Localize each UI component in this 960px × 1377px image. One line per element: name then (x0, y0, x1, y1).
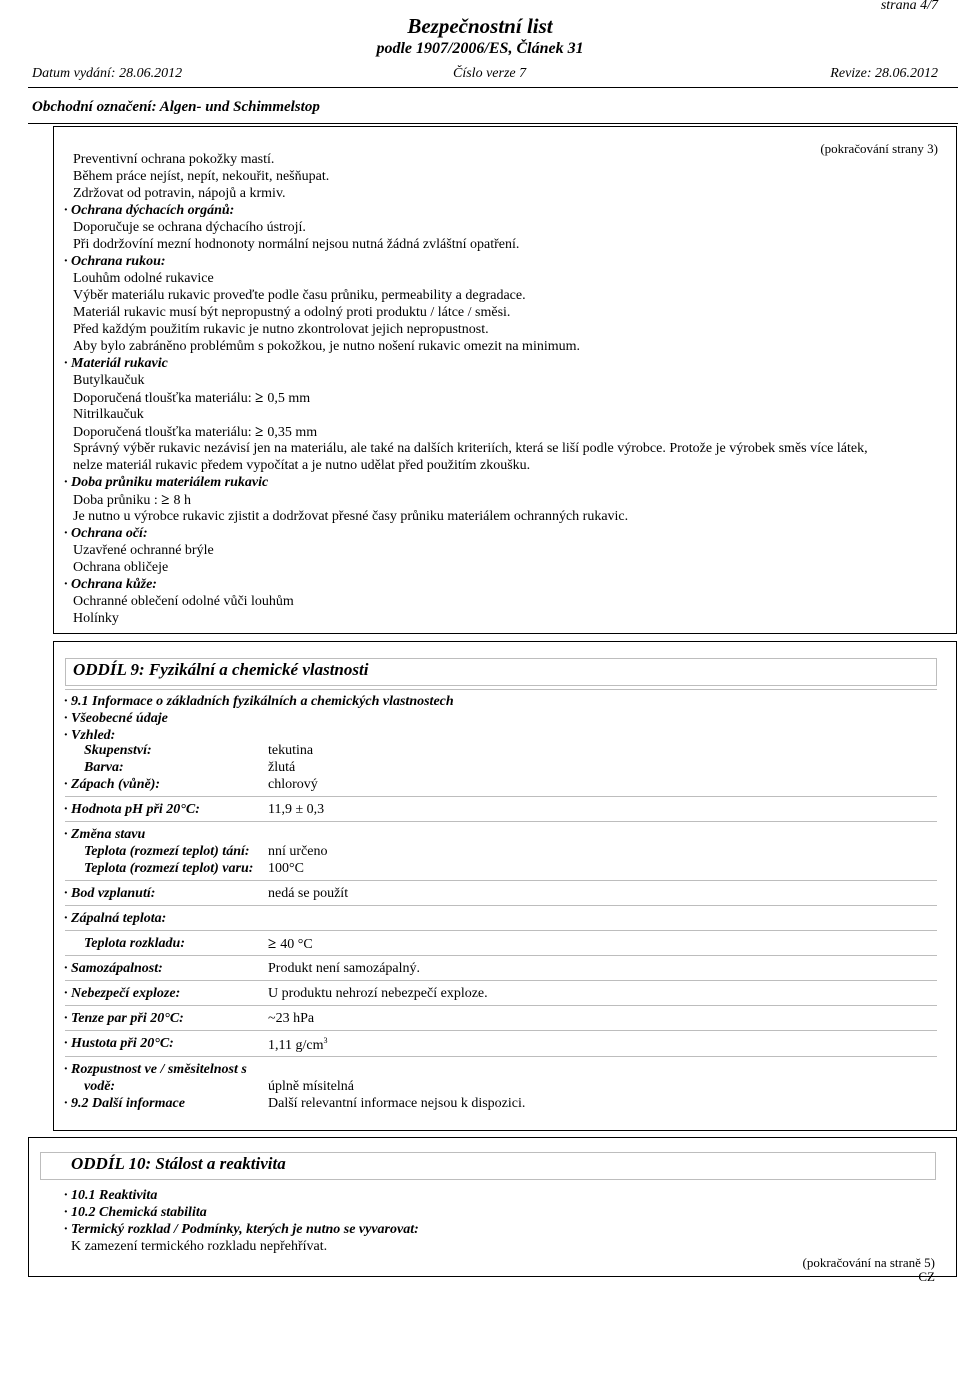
row-divider (65, 1030, 937, 1031)
text-line: Ochrana obličeje (73, 560, 169, 575)
section-9-title: ODDÍL 9: Fyzikální a chemické vlastnosti (73, 660, 369, 679)
page-number: strana 4/7 (880, 0, 938, 13)
text-line: Uzavřené ochranné brýle (73, 543, 214, 558)
solubility-value: úplně mísitelná (268, 1079, 354, 1094)
continued-note: (pokračování na straně 5) (802, 1255, 935, 1270)
row-divider (65, 930, 937, 931)
thickness-value: 0,35 mm (267, 425, 318, 440)
explosion-value: U produktu nehrozí nebezpečí exploze. (268, 986, 488, 1001)
text-line: Nitrilkaučuk (73, 407, 144, 422)
text-line: Preventivní ochrana pokožky mastí. (73, 152, 275, 167)
appearance-heading: · Vzhled: (64, 728, 116, 743)
trade-name-divider (28, 123, 958, 124)
breakthrough-heading: · Doba průniku materiálem rukavic (64, 475, 269, 490)
revision-date: Revize: 28.06.2012 (830, 66, 938, 81)
thermal-decomposition-heading: · Termický rozklad / Podmínky, kterých je nutno se vyvarovat: (64, 1222, 419, 1237)
ph-value: 11,9 ± 0,3 (268, 802, 325, 817)
respiratory-heading: · Ochrana dýchacích orgánů: (64, 203, 235, 218)
breakthrough-value: 8 h (173, 493, 191, 508)
text-line: Během práce nejíst, nepít, nekouřit, nešňupat. (73, 169, 330, 184)
solubility-label: · Rozpustnost ve / směsitelnost s (64, 1062, 247, 1077)
row-divider (65, 980, 937, 981)
text-label: Doba průniku : (73, 493, 158, 508)
state-label: Skupenství: (84, 743, 152, 758)
glove-material-heading: · Materiál rukavic (64, 356, 168, 371)
color-value: žlutá (268, 760, 296, 775)
avoid-overheating: K zamezení termického rozkladu nepřehřívat. (71, 1239, 328, 1254)
ignition-label: · Zápalná teplota: (64, 911, 167, 926)
text-line: Materiál rukavic musí být nepropustný a odolný proti produktu / látce / směsi. (73, 305, 511, 320)
row-divider (65, 1005, 937, 1006)
country-code: CZ (918, 1269, 935, 1284)
info-heading: · 9.1 Informace o základních fyzikálních a chemických vlastnostech (64, 694, 454, 709)
density-value: 1,11 g/cm (268, 1038, 324, 1053)
row-divider (65, 955, 937, 956)
general-heading: · Všeobecné údaje (64, 711, 168, 726)
text-label: Doporučená tloušťka materiálu: (73, 391, 252, 406)
odor-value: chlorový (268, 777, 318, 792)
thickness-line (73, 390, 310, 407)
text-line: Holínky (73, 611, 119, 626)
hand-protection-heading: · Ochrana rukou: (64, 254, 166, 269)
density-label: · Hustota při 20°C: (64, 1036, 174, 1051)
text-label: Doporučená tloušťka materiálu: (73, 425, 252, 440)
density-value-line (268, 1036, 327, 1054)
text-line: Louhům odolné rukavice (73, 271, 214, 286)
self-ignition-value: Produkt není samozápalný. (268, 961, 421, 976)
trade-name: Obchodní označení: Algen- und Schimmelstop (32, 99, 320, 115)
state-value: tekutina (268, 743, 314, 758)
decomposition-value: 40 °C (280, 937, 313, 952)
issue-date: Datum vydání: 28.06.2012 (32, 66, 183, 81)
boiling-label: Teplota (rozmezí teplot) varu: (84, 861, 254, 876)
odor-label: · Zápach (vůně): (64, 777, 161, 792)
section-10-title: ODDÍL 10: Stálost a reaktivita (71, 1154, 286, 1173)
reactivity-heading: · 10.1 Reaktivita (64, 1188, 158, 1203)
ph-label: · Hodnota pH při 20°C: (64, 802, 200, 817)
header-divider (28, 87, 958, 88)
version-number: Číslo verze 7 (453, 66, 527, 81)
text-line: Při dodržovíní mezní hodnonoty normální nejsou nutná žádná zvláštní opatření. (73, 237, 520, 252)
text-line: Butylkaučuk (73, 373, 145, 388)
stability-heading: · 10.2 Chemická stabilita (64, 1205, 207, 1220)
explosion-label: · Nebezpečí exploze: (64, 986, 181, 1001)
boiling-value: 100°C (268, 861, 304, 876)
row-divider (65, 821, 937, 822)
text-line: nelze materiál rukavic předem vypočítat a je nutno udělat před použitím zkoušku. (73, 458, 531, 473)
text-line: Před každým použitím rukavic je nutno zkontrolovat jejich nepropustnost. (73, 322, 489, 337)
skin-protection-heading: · Ochrana kůže: (64, 577, 157, 592)
melting-value: nní určeno (268, 844, 328, 859)
thickness-line (73, 424, 317, 441)
vapor-pressure-value: ~23 hPa (268, 1011, 315, 1026)
text-line: Aby bylo zabráněno problémům s pokožkou, je nutno nošení rukavic omezit na minimum. (73, 339, 581, 354)
solubility-label-cont: vodě: (84, 1079, 116, 1094)
text-line: Ochranné oblečení odolné vůči louhům (73, 594, 294, 609)
document-subtitle: podle 1907/2006/ES, Článek 31 (376, 40, 584, 57)
text-line: Výběr materiálu rukavic proveďte podle času průniku, permeability a degradace. (73, 288, 526, 303)
change-of-state-heading: · Změna stavu (64, 827, 146, 842)
text-line: Doporučuje se ochrana dýchacího ústrojí. (73, 220, 306, 235)
vapor-pressure-label: · Tenze par při 20°C: (64, 1011, 184, 1026)
eye-protection-heading: · Ochrana očí: (64, 526, 148, 541)
text-line: Správný výběr rukavic nezávisí jen na materiálu, ale také na dalších kriteriích, která se liší podle výrobce. Protože je výrobek směs více látek, (73, 441, 868, 456)
text-line: Zdržovat od potravin, nápojů a krmiv. (73, 186, 286, 201)
text-line: Je nutno u výrobce rukavic zjistit a dodržovat přesné časy průniku materiálem ochranných rukavic. (73, 509, 629, 524)
row-divider (65, 905, 937, 906)
melting-label: Teplota (rozmezí teplot) tání: (84, 844, 250, 859)
flash-point-value: nedá se použít (268, 886, 349, 901)
continuation-note: (pokračování strany 3) (820, 141, 938, 156)
flash-point-label: · Bod vzplanutí: (64, 886, 156, 901)
document-title: Bezpečnostní list (407, 14, 553, 38)
greater-equal-symbol: ≥ (161, 492, 170, 508)
decomposition-value-line (268, 936, 313, 953)
greater-equal-symbol: ≥ (255, 424, 264, 440)
greater-equal-symbol: ≥ (255, 390, 264, 406)
section-9-frame (53, 641, 957, 1131)
greater-equal-symbol: ≥ (268, 936, 277, 952)
breakthrough-line (73, 492, 191, 509)
section-9-divider (65, 689, 937, 690)
decomposition-label: Teplota rozkladu: (84, 936, 185, 951)
row-divider (65, 1056, 937, 1057)
density-exponent: 3 (323, 1036, 328, 1045)
color-label: Barva: (84, 760, 124, 775)
self-ignition-label: · Samozápalnost: (64, 961, 163, 976)
other-info-label: · 9.2 Další informace (64, 1096, 185, 1111)
row-divider (65, 880, 937, 881)
other-info-value: Další relevantní informace nejsou k dispozici. (268, 1096, 526, 1111)
row-divider (65, 796, 937, 797)
thickness-value: 0,5 mm (267, 391, 311, 406)
